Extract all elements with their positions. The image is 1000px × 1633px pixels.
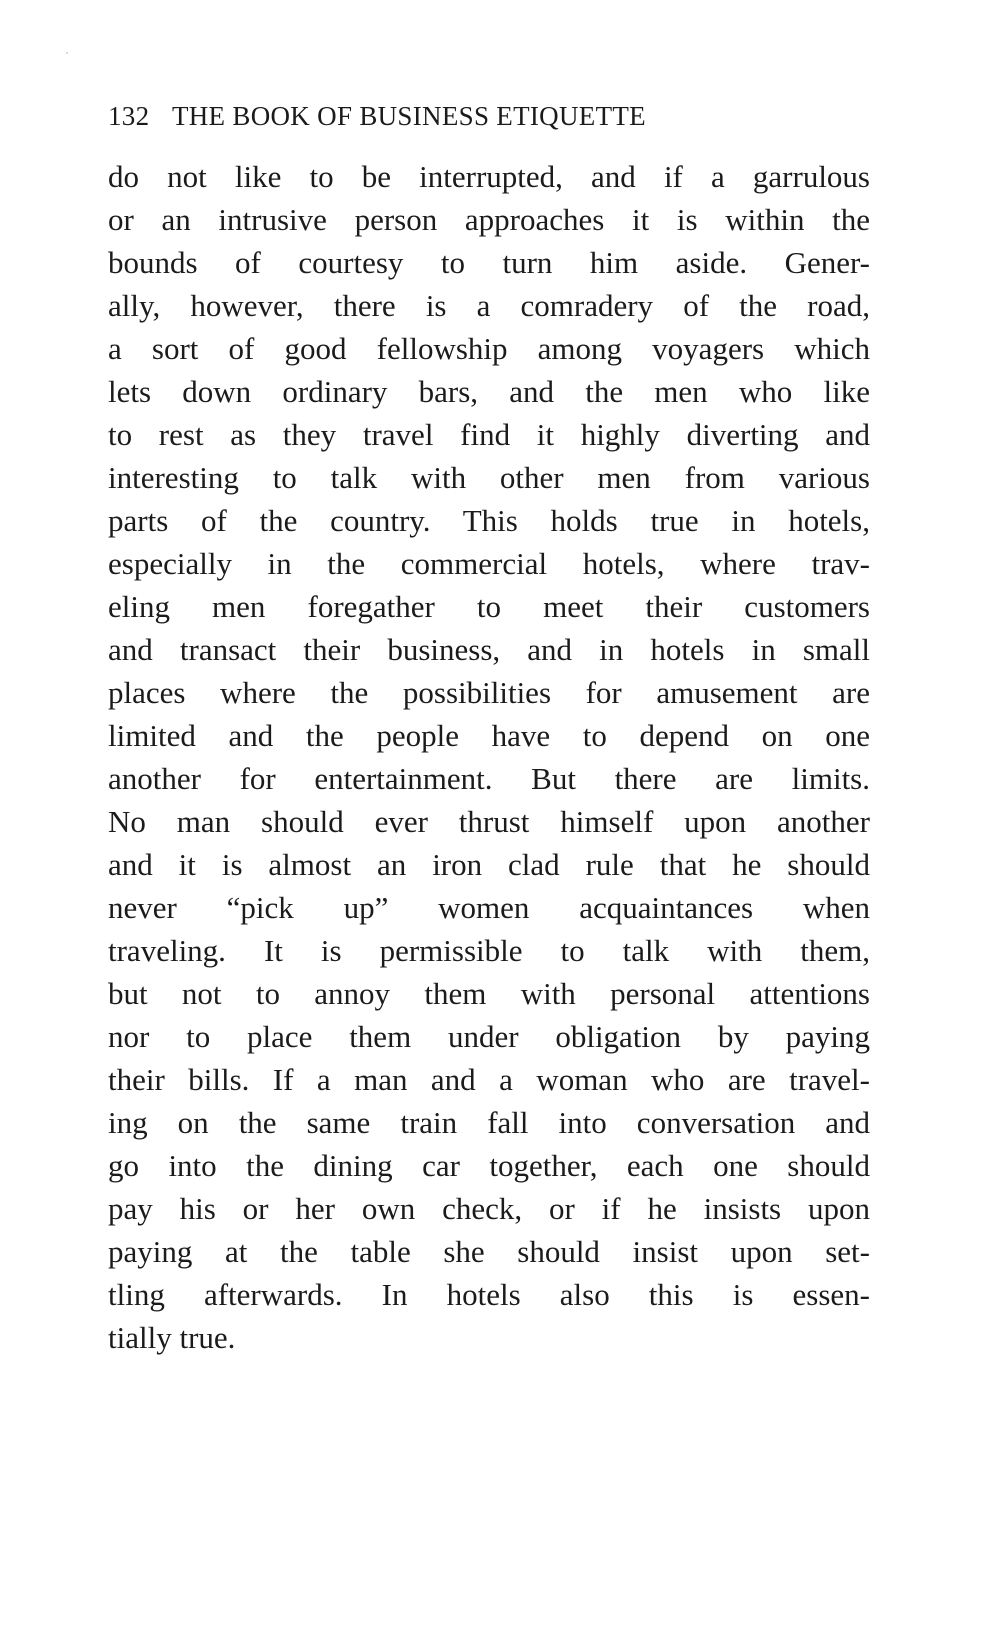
text-line: parts of the country. This holds true in hotels, <box>108 503 870 538</box>
text-line: bounds of courtesy to turn him aside. Gener- <box>108 245 870 280</box>
text-line-last: tially true. <box>108 1320 236 1355</box>
text-line: but not to annoy them with personal attentions <box>108 976 870 1011</box>
body-text <box>108 155 870 1359</box>
text-line: another for entertainment. But there are limits. <box>108 761 870 796</box>
text-line: go into the dining car together, each one should <box>108 1148 870 1183</box>
page-number: 132 <box>108 101 150 131</box>
text-line: their bills. If a man and a woman who are travel- <box>108 1062 870 1097</box>
text-line: No man should ever thrust himself upon another <box>108 804 870 839</box>
text-line: tling afterwards. In hotels also this is essen- <box>108 1277 870 1312</box>
text-line: limited and the people have to depend on one <box>108 718 870 753</box>
text-line: do not like to be interrupted, and if a garrulous <box>108 159 870 194</box>
text-line: or an intrusive person approaches it is within the <box>108 202 870 237</box>
running-header <box>108 100 646 132</box>
text-line: pay his or her own check, or if he insists upon <box>108 1191 870 1226</box>
text-line: places where the possibilities for amusement are <box>108 675 870 710</box>
text-line: ing on the same train fall into conversation and <box>108 1105 870 1140</box>
text-line: to rest as they travel find it highly diverting and <box>108 417 870 452</box>
paper-speck <box>66 52 68 54</box>
text-line: interesting to talk with other men from various <box>108 460 870 495</box>
text-line: traveling. It is permissible to talk with them, <box>108 933 870 968</box>
text-line: lets down ordinary bars, and the men who like <box>108 374 870 409</box>
text-line: ally, however, there is a comradery of the road, <box>108 288 870 323</box>
text-line: and it is almost an iron clad rule that he should <box>108 847 870 882</box>
text-line: nor to place them under obligation by paying <box>108 1019 870 1054</box>
text-line: and transact their business, and in hotels in small <box>108 632 870 667</box>
text-line: eling men foregather to meet their customers <box>108 589 870 624</box>
text-line: never “pick up” women acquaintances when <box>108 890 870 925</box>
text-line: a sort of good fellowship among voyagers which <box>108 331 870 366</box>
text-line: especially in the commercial hotels, where trav- <box>108 546 870 581</box>
text-line: paying at the table she should insist upon set- <box>108 1234 870 1269</box>
running-title: THE BOOK OF BUSINESS ETIQUETTE <box>171 101 646 131</box>
